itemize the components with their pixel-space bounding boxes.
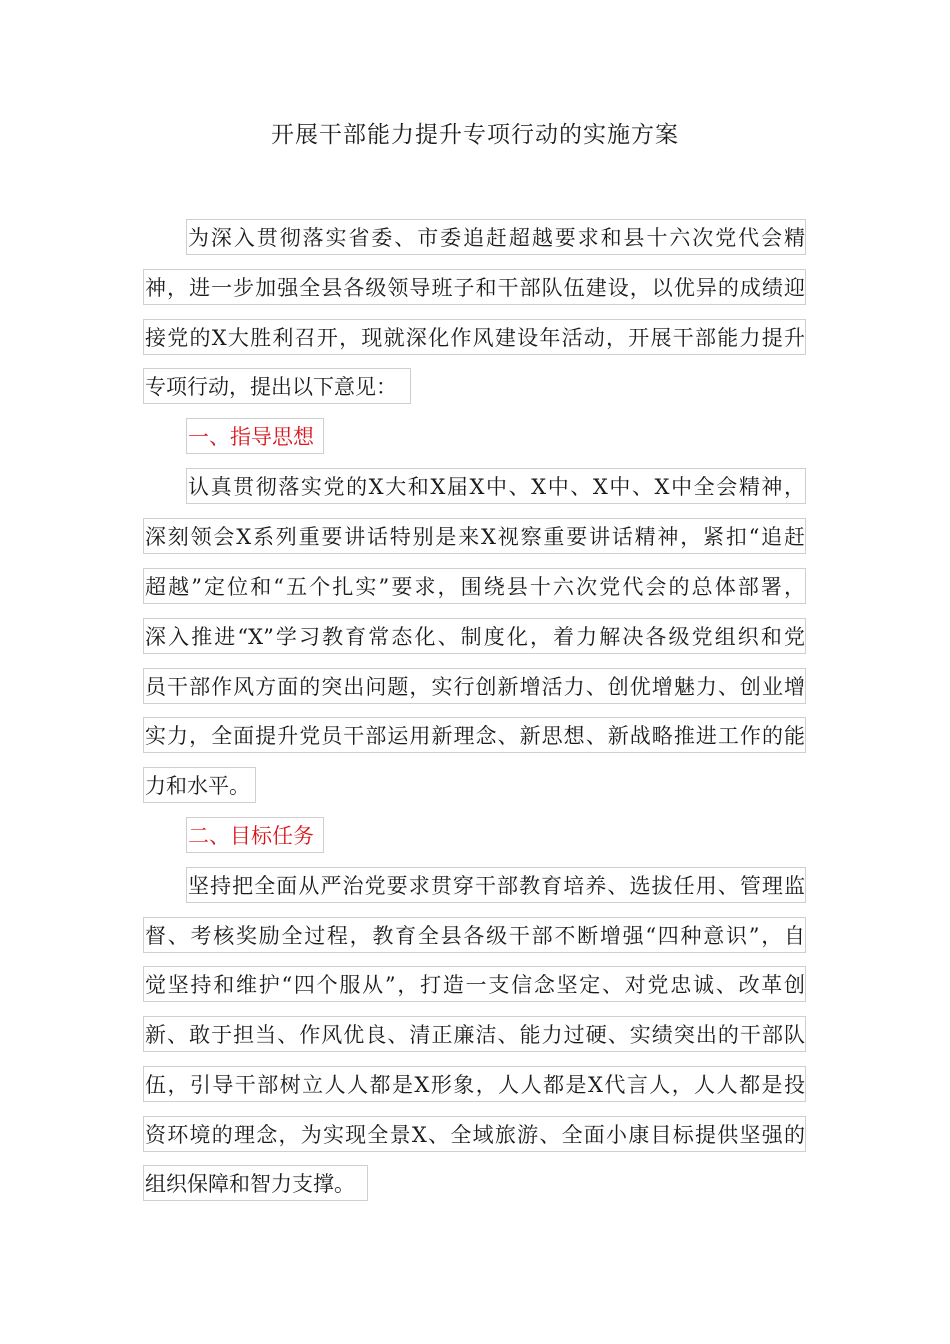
paragraph-line: 实力，全面提升党员干部运用新理念、新思想、新战略推进工作的能 bbox=[143, 717, 806, 753]
paragraph-line: 专项行动，提出以下意见： bbox=[143, 368, 411, 404]
section-heading-guiding-ideology: 一、指导思想 bbox=[186, 418, 324, 454]
section-heading-goals-tasks: 二、目标任务 bbox=[186, 817, 324, 853]
paragraph-line: 资环境的理念，为实现全景X、全域旅游、全面小康目标提供坚强的 bbox=[143, 1116, 806, 1152]
paragraph-line: 神，进一步加强全县各级领导班子和干部队伍建设，以优异的成绩迎 bbox=[143, 269, 806, 305]
paragraph-line: 深刻领会X系列重要讲话特别是来X视察重要讲话精神，紧扣“追赶 bbox=[143, 518, 806, 554]
paragraph-line: 督、考核奖励全过程，教育全县各级干部不断增强“四种意识”，自 bbox=[143, 917, 806, 953]
document-title: 开展干部能力提升专项行动的实施方案 bbox=[271, 122, 679, 148]
paragraph-line: 为深入贯彻落实省委、市委追赶超越要求和县十六次党代会精 bbox=[186, 219, 806, 255]
paragraph-line: 员干部作风方面的突出问题，实行创新增活力、创优增魅力、创业增 bbox=[143, 668, 806, 704]
paragraph-line: 组织保障和智力支撑。 bbox=[143, 1165, 368, 1201]
paragraph-line: 伍，引导干部树立人人都是X形象，人人都是X代言人，人人都是投 bbox=[143, 1066, 806, 1102]
paragraph-line: 超越”定位和“五个扎实”要求，围绕县十六次党代会的总体部署， bbox=[143, 568, 806, 604]
paragraph-line: 新、敢于担当、作风优良、清正廉洁、能力过硬、实绩突出的干部队 bbox=[143, 1016, 806, 1052]
paragraph-line: 觉坚持和维护“四个服从”，打造一支信念坚定、对党忠诚、改革创 bbox=[143, 966, 806, 1002]
paragraph-line: 坚持把全面从严治党要求贯穿干部教育培养、选拔任用、管理监 bbox=[186, 867, 806, 903]
paragraph-line: 力和水平。 bbox=[143, 767, 256, 803]
paragraph-line: 认真贯彻落实党的X大和X届X中、X中、X中、X中全会精神， bbox=[186, 468, 806, 504]
paragraph-line: 接党的X大胜利召开，现就深化作风建设年活动，开展干部能力提升 bbox=[143, 319, 806, 355]
paragraph-line: 深入推进“X”学习教育常态化、制度化，着力解决各级党组织和党 bbox=[143, 618, 806, 654]
